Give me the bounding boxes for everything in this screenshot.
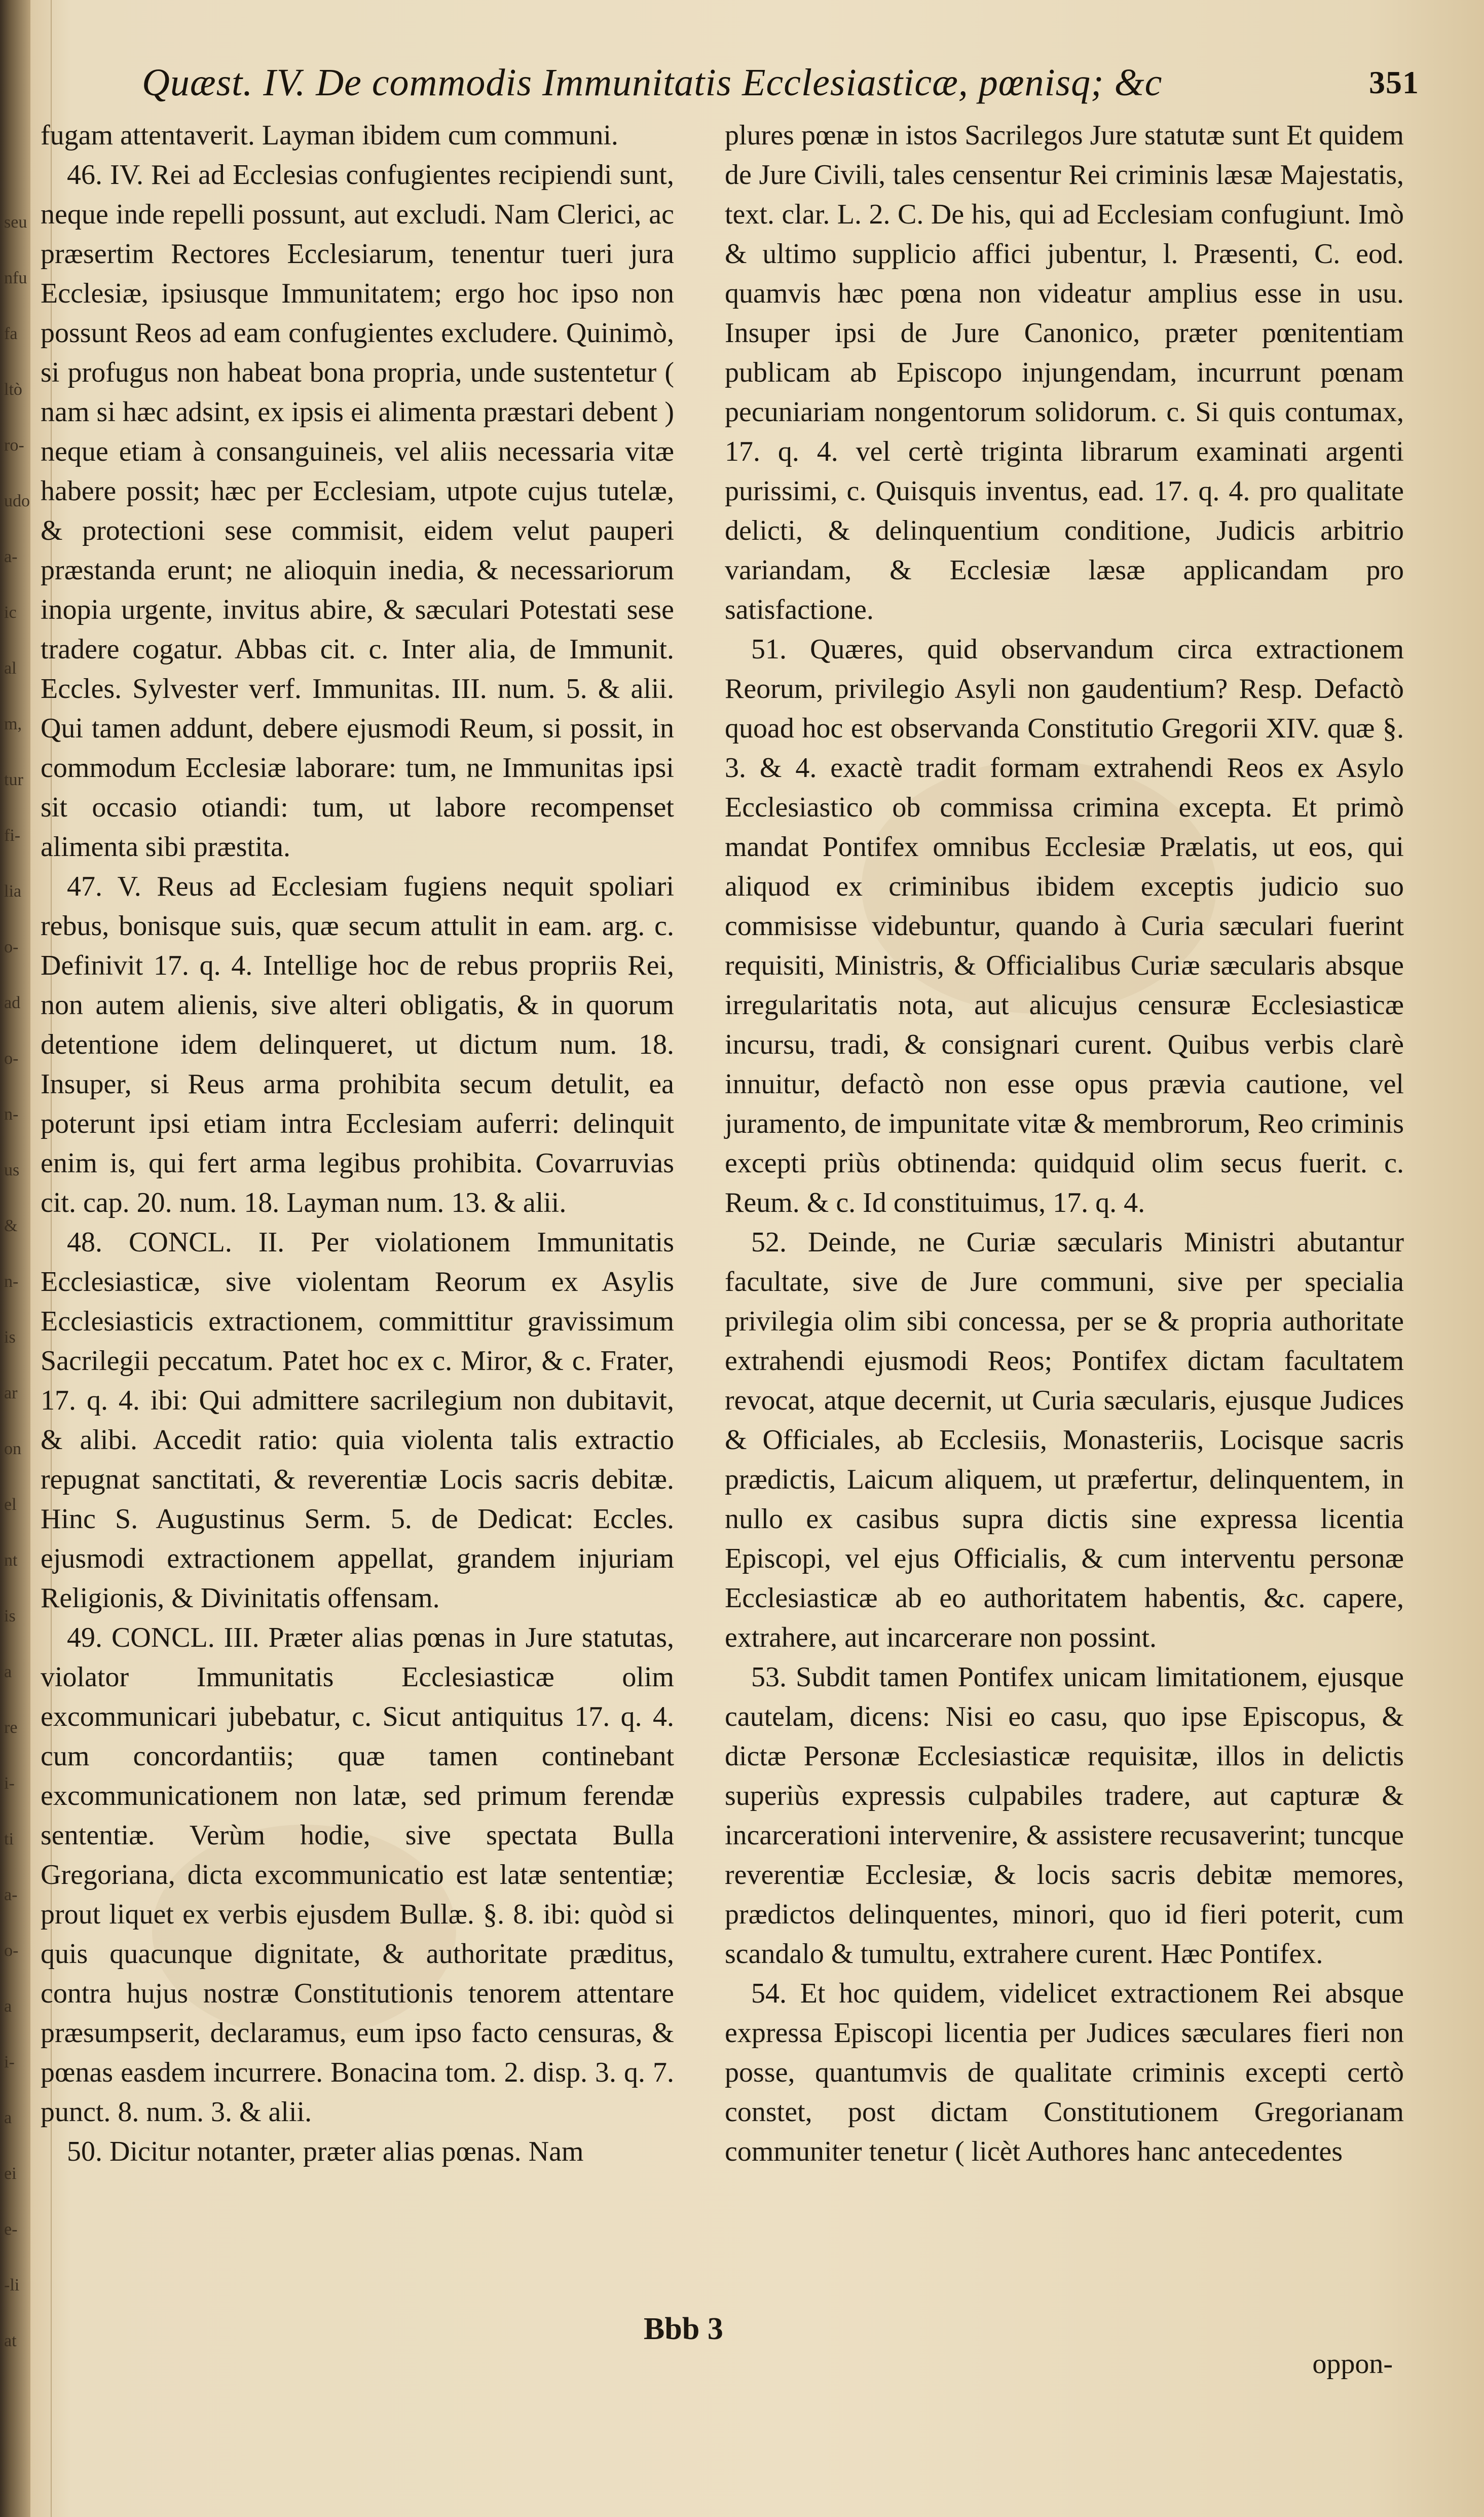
margin-fragment: fi- <box>4 826 21 845</box>
margin-fragment: al <box>4 659 17 678</box>
margin-fragment: i- <box>4 2053 15 2071</box>
margin-fragment: nfu <box>4 269 27 287</box>
margin-fragment: o- <box>4 938 19 956</box>
margin-fragment: n- <box>4 1272 19 1291</box>
running-header <box>142 61 1419 117</box>
paragraph: 52. Deinde, ne Curiæ sæcularis Ministri abutantur facultate, sive de Jure communi, sive per specialia privilegia olim sibi concessa, per se & propria authoritate extrahendi ejusmodi Reos; Pontifex dictam facultatem revocat, atque decernit, ut Curia sæcularis, ejusque Judices & Officiales, ab Ecclesiis, Monasteriis, Locisque sacris prædictis, Laicum aliquem, ut præfertur, delinquentem, in nullo ex casibus supra dictis sine expressa licentia Episcopi, vel ejus Officialis, & cum interventu personæ Ecclesiasticæ ab eo authoritatem habentis, &c. capere, extrahere, aut incarcerare non possint. <box>725 1227 1404 1653</box>
margin-fragment: seu <box>4 213 27 232</box>
paragraph: 46. IV. Rei ad Ecclesias confugientes recipiendi sunt, neque inde repelli possunt, aut excludi. Nam Clerici, ac præsertim Rectores Ecclesiarum, tenentur tueri jura Ecclesiæ, ipsiusque Immunitatem; ergo hoc ipso non possunt Reos ad eam confugientes excludere. Quinimò, si profugus non habeat bona propria, unde sustentetur ( nam si hæc adsint, ex ipsis ei alimenta præstari debent ) neque etiam à consanguineis, vel aliis necessaria vitæ habere possit; hæc per Ecclesiam, utpote cujus tutelæ, & protectioni sese commisit, eidem velut pauperi præstanda erunt; ne alioquin inedia, & necessariorum inopia urgente, invitus abire, & sæculari Potestati sese tradere cogatur. Abbas cit. c. Inter alia, de Immunit. Eccles. Sylvester verf. Immunitas. III. num. 5. & alii. Qui tamen addunt, debere ejusmodi Reum, si possit, in commodum Ecclesiæ laborare: tum, ne Immunitas ipsi sit occasio otiandi: tum, ut labore recompenset alimenta sibi præstita. <box>41 159 674 863</box>
margin-fragment: ti <box>4 1830 14 1848</box>
margin-fragment: o- <box>4 1941 19 1960</box>
margin-fragment: fa <box>4 324 18 343</box>
margin-fragment: el <box>4 1495 17 1514</box>
margin-fragment: m, <box>4 715 22 733</box>
paragraph: plures pœnæ in istos Sacrilegos Jure statutæ sunt Et quidem de Jure Civili, tales censentur Rei criminis læsæ Majestatis, text. clar. L. 2. C. De his, qui ad Ecclesiam confugiunt. Imò & ultimo supplicio affici jubentur, l. Præsenti, C. eod. quamvis hæc pœna non videatur amplius esse in usu. Insuper ipsi de Jure Canonico, præter pœnitentiam publicam ab Episcopo injungendam, incurrunt pœnam pecuniariam nongentorum solidorum. c. Si quis contumax, 17. q. 4. vel certè triginta librarum examinati argenti purissimi, c. Quisquis inventus, ead. 17. q. 4. pro qualitate delicti, & delinquentium conditione, Judicis arbitrio variandam, & Ecclesiæ læsæ applicandam pro satisfactione. <box>725 120 1404 625</box>
margin-fragment: ad <box>4 993 21 1012</box>
margin-fragment: ic <box>4 603 17 622</box>
margin-fragment: lia <box>4 882 21 901</box>
page-number: 351 <box>1369 64 1419 100</box>
margin-fragment: i- <box>4 1774 15 1793</box>
margin-fragment: is <box>4 1328 16 1347</box>
signature-mark: Bbb 3 <box>644 2312 723 2346</box>
margin-fragment: a <box>4 1662 12 1681</box>
margin-fragment: tur <box>4 770 23 789</box>
margin-fragment: o- <box>4 1049 19 1068</box>
header-title: Quæst. IV. De commodis Immunitatis Ecclesiasticæ, pœnisq; &c <box>142 61 1163 104</box>
margin-fragment: a <box>4 2108 12 2127</box>
paragraph: fugam attentaverit. Layman ibidem cum communi. <box>41 120 618 151</box>
paragraph: 53. Subdit tamen Pontifex unicam limitationem, ejusque cautelam, dicens: Nisi eo casu, quo ipse Episcopus, & dictæ Personæ Ecclesiasticæ requisitæ, illos in delictis superiùs expressis culpabiles tradere, aut capturæ & incarcerationi intervenire, & assistere recusaverint; tuncque reverentiæ Ecclesiæ, & locis sacris debitæ memores, prædictos delinquentes, minori, quo id fieri poterit, cum scandalo & tumultu, extrahere curent. Hæc Pontifex. <box>725 1661 1404 1970</box>
paragraph: 48. CONCL. II. Per violationem Immunitatis Ecclesiasticæ, sive violentam Reorum ex Asylis Ecclesiasticis extractionem, committitur gravissimum Sacrilegii peccatum. Patet hoc ex c. Miror, & c. Frater, 17. q. 4. ibi: Qui admittere sacrilegium non dubitavit, & alibi. Accedit ratio: quia violenta talis extractio repugnat sanctitati, & reverentiæ Locis sacris debitæ. Hinc S. Augustinus Serm. 5. de Dedicat: Eccles. ejusmodi extractionem appellat, grandem injuriam Religionis, & Divinitatis offensam. <box>41 1227 674 1614</box>
margin-fragment: n- <box>4 1105 19 1124</box>
margin-fragment: re <box>4 1718 18 1737</box>
margin-fragment: ei <box>4 2164 17 2183</box>
margin-fragment: a <box>4 1997 12 2016</box>
margin-fragment: ar <box>4 1384 18 1402</box>
margin-fragment: nt <box>4 1551 18 1570</box>
margin-fragment: ro- <box>4 436 24 455</box>
margin-fragment: us <box>4 1161 20 1179</box>
paragraph: 51. Quæres, quid observandum circa extractionem Reorum, privilegio Asyli non gaudentium? Resp. Defactò quoad hoc est observanda Constitutio Gregorii XIV. quæ §. 3. & 4. exactè tradit formam extrahendi Reos ex Asylo Ecclesiastico ob commissa crimina excepta. Et primò mandat Pontifex omnibus Ecclesiæ Prælatis, ut eos, qui aliquod ex criminibus ibidem exceptis judicio suo commisisse videbuntur, quando à Curia sæculari fuerint requisiti, Ministris, & Officialibus Curiæ sæcularis absque irregularitatis nota, aut alicujus censuræ Ecclesiasticæ incursu, tradi, & consignari curent. Quibus verbis clarè innuitur, defactò non esse opus prævia cautione, vel juramento, de impunitate vitæ & membrorum, Reo criminis excepti priùs obtinenda: quidquid olim secus fuerit. c. Reum. & c. Id constituimus, 17. q. 4. <box>725 634 1404 1218</box>
margin-fragment: on <box>4 1439 21 1458</box>
paragraph: 54. Et hoc quidem, videlicet extractionem Rei absque expressa Episcopi licentia per Judices sæculares fieri non posse, quantumvis de qualitate criminis excepti certò constet, post dictam Constitutionem Gregorianam communiter tenetur ( licèt Authores hanc antecedentes <box>725 1978 1404 2167</box>
margin-fragment: at <box>4 2331 17 2350</box>
catchword: oppon- <box>1312 2348 1393 2380</box>
book-gutter <box>0 0 30 2517</box>
margin-fragment: e- <box>4 2220 18 2239</box>
right-text-column <box>725 116 1404 2171</box>
left-text-column <box>41 116 674 2171</box>
margin-fragment: a- <box>4 547 18 566</box>
margin-fragment: & <box>4 1216 18 1235</box>
paragraph: 50. Dicitur notanter, præter alias pœnas. Nam <box>67 2136 584 2167</box>
margin-fragment: -li <box>4 2276 20 2294</box>
margin-fragment: udo <box>4 492 30 510</box>
paragraph: 47. V. Reus ad Ecclesiam fugiens nequit spoliari rebus, bonisque suis, quæ secum attulit in eam. arg. c. Definivit 17. q. 4. Intellige hoc de rebus propriis Rei, non autem alienis, sive alteri obligatis, & in quorum detentione idem delinqueret, ut dictum num. 18. Insuper, si Reus arma prohibita secum detulit, ea poterunt ipsi etiam intra Ecclesiam auferri: delinquit enim is, qui fert arma legibus prohibita. Covarruvias cit. cap. 20. num. 18. Layman num. 13. & alii. <box>41 871 674 1218</box>
paragraph: 49. CONCL. III. Præter alias pœnas in Jure statutas, violator Immunitatis Ecclesiasticæ olim excommunicari jubebatur, c. Sicut antiquitus 17. q. 4. cum concordantiis; quæ tamen continebant excommunicationem non latæ, sed primum ferendæ sententiæ. Verùm hodie, sive spectata Bulla Gregoriana, dicta excommunicatio est latæ sententiæ; prout liquet ex verbis ejusdem Bullæ. §. 8. ibi: quòd si quis quacunque dignitate, & authoritate præditus, contra hujus nostræ Constitutionis tenorem attentare præsumpserit, declaramus, eum ipso facto censuras, & pœnas easdem incurrere. Bonacina tom. 2. disp. 3. q. 7. punct. 8. num. 3. & alii. <box>41 1622 674 2128</box>
margin-fragment: is <box>4 1607 16 1625</box>
margin-fragment: ltò <box>4 380 22 399</box>
margin-fragment: a- <box>4 1885 18 1904</box>
